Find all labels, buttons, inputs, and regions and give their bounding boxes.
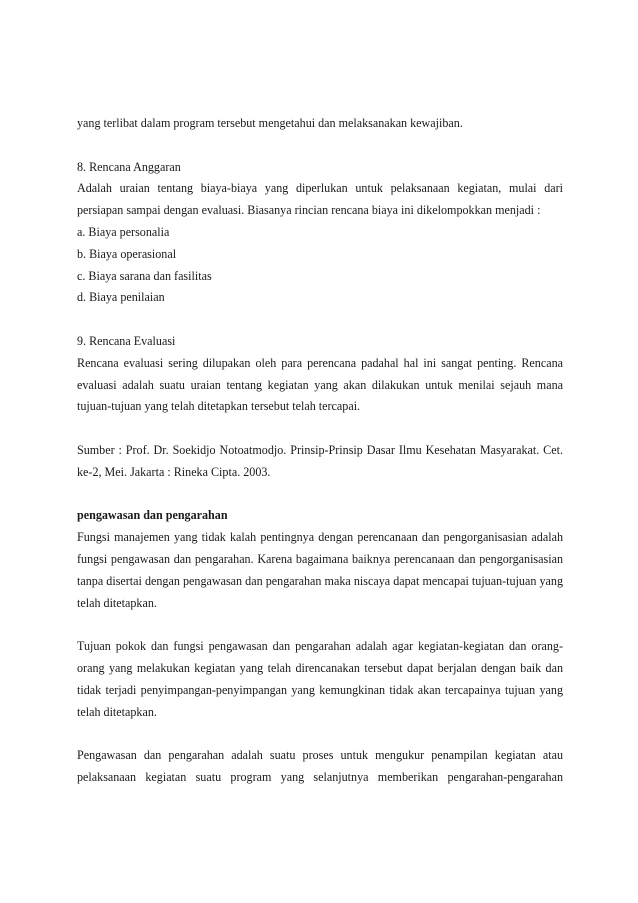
spacer [77,484,563,506]
section-8-item-b: b. Biaya operasional [77,246,177,261]
spacer [77,418,563,440]
spacer [77,135,563,157]
section-9-paragraph: Rencana evaluasi sering dilupakan oleh para perencana padahal hal ini sangat penting. Rencana evaluasi adalah suatu uraian tentang kegiatan yang akan dilakukan untuk menilai sejauh mana tujuan-tujuan yang telah ditetapkan tersebut telah tercapai. [77,355,563,414]
section-8-heading: 8. Rencana Anggaran [77,159,181,174]
spacer [77,309,563,331]
pengawasan-paragraph-2: Tujuan pokok dan fungsi pengawasan dan pengarahan adalah agar kegiatan-kegiatan dan orang-orang yang melakukan kegiatan yang telah direncanakan tersebut dapat berjalan dengan baik dan tidak terjadi penyimpangan-penyimpangan yang kemungkinan tidak akan tercapainya tujuan yang telah ditetapkan. [77,639,563,719]
source-citation: Sumber : Prof. Dr. Soekidjo Notoatmodjo. Prinsip-Prinsip Dasar Ilmu Kesehatan Masyarakat. Cet. ke-2, Mei. Jakarta : Rineka Cipta. 2003. [77,442,563,479]
section-9-heading: 9. Rencana Evaluasi [77,333,176,348]
section-8-item-a: a. Biaya personalia [77,224,170,239]
intro-line: yang terlibat dalam program tersebut mengetahui dan melaksanakan kewajiban. [77,116,463,130]
section-8-item-d: d. Biaya penilaian [77,290,165,305]
pengawasan-paragraph-3: Pengawasan dan pengarahan adalah suatu proses untuk mengukur penampilan kegiatan atau pelaksanaan kegiatan suatu program yang selanjutnya memberikan pengarahan-pengarahan [77,748,563,784]
pengawasan-paragraph-1: Fungsi manajemen yang tidak kalah pentingnya dengan perencanaan dan pengorganisasian adalah fungsi pengawasan dan pengarahan. Karena bagaimana baiknya perencanaan dan pengorganisasian tanpa disertai dengan pengawasan dan pengarahan maka niscaya dapat mencapai tujuan-tujuan yang telah ditetapkan. [77,530,563,610]
spacer [77,723,563,745]
section-8-item-c: c. Biaya sarana dan fasilitas [77,268,212,283]
section-8-paragraph: Adalah uraian tentang biaya-biaya yang diperlukan untuk pelaksanaan kegiatan, mulai dari persiapan sampai dengan evaluasi. Biasanya rincian rencana biaya ini dikelompokkan menjadi : [77,181,563,218]
document-page [77,113,563,789]
spacer [77,614,563,636]
pengawasan-heading: pengawasan dan pengarahan [77,508,228,523]
